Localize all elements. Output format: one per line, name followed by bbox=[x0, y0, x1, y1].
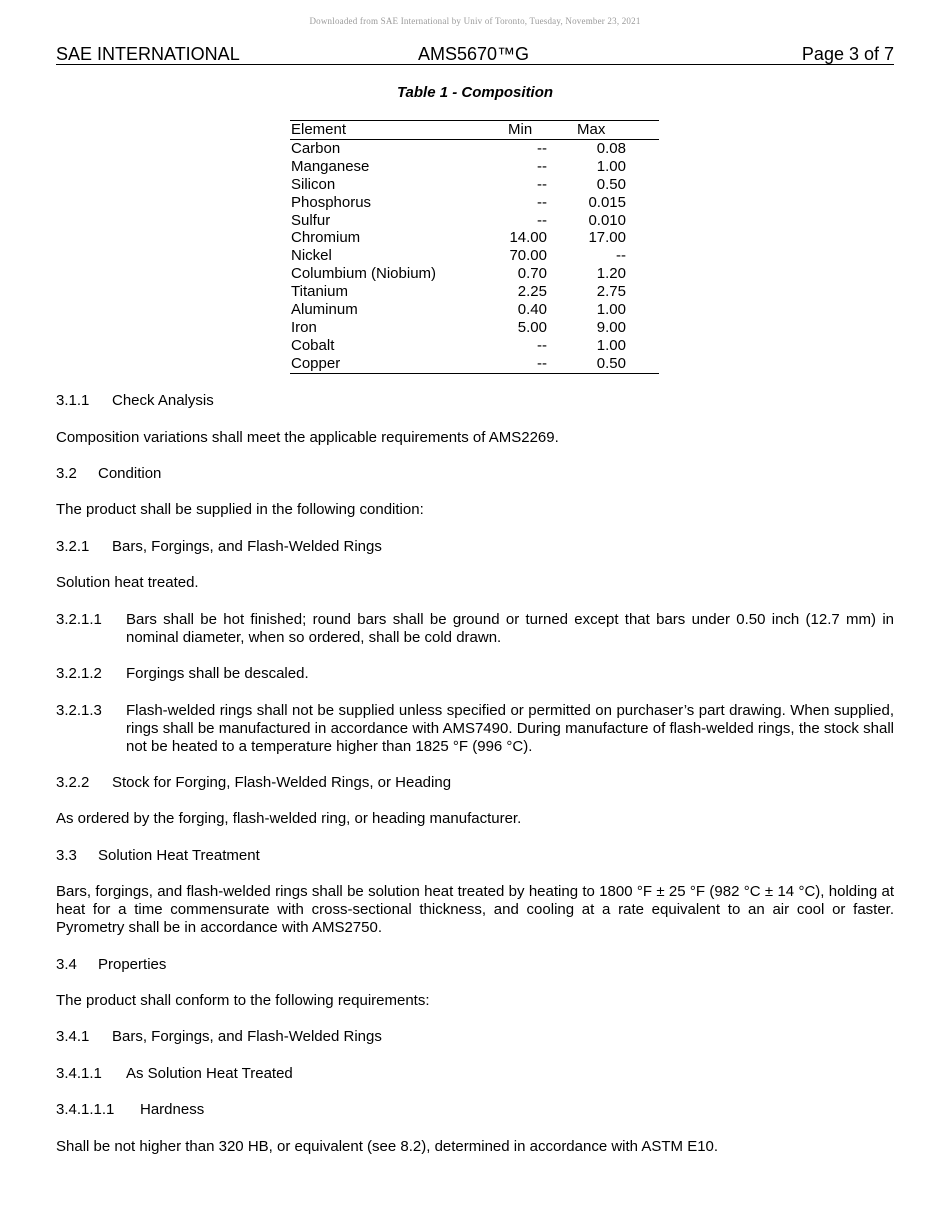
section-3-2-2-text: As ordered by the forging, flash-welded ring, or heading manufacturer. bbox=[56, 810, 522, 827]
section-3-2-text: The product shall be supplied in the following condition: bbox=[56, 501, 424, 518]
composition-table bbox=[290, 120, 659, 374]
cell-element: Titanium bbox=[291, 283, 348, 301]
section-text: Forgings shall be descaled. bbox=[126, 665, 309, 682]
cell-max: 1.00 bbox=[596, 157, 626, 175]
table-title: Table 1 - Composition bbox=[396, 84, 554, 101]
table-row bbox=[290, 158, 659, 176]
column-header-min: Min bbox=[508, 121, 533, 138]
cell-min: -- bbox=[537, 211, 547, 229]
section-3-2-1-heading bbox=[56, 538, 894, 556]
section-number: 3.1.1 bbox=[56, 392, 90, 409]
cell-max: 1.00 bbox=[596, 336, 626, 354]
section-number: 3.4.1.1 bbox=[56, 1065, 102, 1082]
section-3-2-1-2 bbox=[56, 665, 894, 683]
page-header bbox=[56, 44, 894, 65]
download-watermark: Downloaded from SAE International by Univ of Toronto, Tuesday, November 23, 2021 bbox=[309, 16, 641, 26]
table-row bbox=[290, 140, 659, 158]
section-3-4-1-1-heading bbox=[56, 1065, 894, 1083]
cell-element: Manganese bbox=[291, 157, 370, 175]
table-row bbox=[290, 247, 659, 265]
cell-max: 1.20 bbox=[596, 265, 626, 283]
section-3-1-1-heading bbox=[56, 392, 894, 410]
cell-min: 2.25 bbox=[517, 283, 547, 301]
cell-min: 0.40 bbox=[517, 301, 547, 319]
section-title: Bars, Forgings, and Flash-Welded Rings bbox=[112, 1028, 382, 1045]
section-3-4-1-1-1-heading bbox=[56, 1101, 894, 1119]
cell-min: 5.00 bbox=[517, 318, 547, 336]
cell-max: 0.50 bbox=[596, 175, 626, 193]
cell-min: -- bbox=[537, 193, 547, 211]
table-row bbox=[290, 283, 659, 301]
cell-min: -- bbox=[537, 175, 547, 193]
cell-element: Columbium (Niobium) bbox=[291, 265, 437, 283]
section-3-2-1-text: Solution heat treated. bbox=[56, 574, 199, 591]
cell-element: Phosphorus bbox=[291, 193, 372, 211]
table-row bbox=[290, 265, 659, 283]
section-title: Check Analysis bbox=[112, 392, 214, 409]
header-org: SAE INTERNATIONAL bbox=[56, 44, 240, 64]
column-header-element: Element bbox=[291, 121, 347, 138]
cell-max: 0.08 bbox=[596, 140, 626, 157]
cell-element: Aluminum bbox=[291, 301, 358, 319]
section-number: 3.2.1.2 bbox=[56, 665, 102, 682]
cell-element: Iron bbox=[291, 318, 317, 336]
cell-element: Chromium bbox=[291, 229, 361, 247]
section-title: Solution Heat Treatment bbox=[98, 847, 260, 864]
table-row bbox=[290, 229, 659, 247]
section-text: Bars shall be hot finished; round bars shall be ground or turned except that bars under 0.50 inch (12.7 mm) in nominal diameter, when so ordered, shall be cold drawn. bbox=[126, 611, 894, 646]
section-title: Condition bbox=[98, 465, 162, 482]
section-title: Properties bbox=[98, 956, 167, 973]
column-header-max: Max bbox=[577, 121, 606, 138]
cell-min: -- bbox=[537, 157, 547, 175]
header-page-number: Page 3 of 7 bbox=[801, 44, 894, 64]
cell-max: 17.00 bbox=[588, 229, 626, 247]
header-doc-number: AMS5670™G bbox=[418, 44, 530, 64]
table-header-row bbox=[290, 121, 659, 140]
section-3-3-text: Bars, forgings, and flash-welded rings shall be solution heat treated by heating to 1800 °F ± 25 °F (982 °C ± 14 °C), holding at heat for a time commensurate with cross-sectional thickness, and cooling at a rate equivalent to an air cool or faster. Pyrometry shall be in accordance with AMS2750. bbox=[56, 883, 894, 936]
section-3-2-heading bbox=[56, 465, 894, 483]
section-number: 3.2 bbox=[56, 465, 77, 482]
cell-max: 2.75 bbox=[596, 283, 626, 301]
cell-max: 0.015 bbox=[588, 193, 626, 211]
section-3-3-heading bbox=[56, 847, 894, 865]
cell-element: Copper bbox=[291, 354, 341, 372]
section-title: Stock for Forging, Flash-Welded Rings, or Heading bbox=[112, 774, 452, 791]
section-3-4-text: The product shall conform to the following requirements: bbox=[56, 992, 430, 1009]
cell-max: -- bbox=[616, 247, 626, 265]
cell-element: Carbon bbox=[291, 140, 341, 157]
cell-max: 9.00 bbox=[596, 318, 626, 336]
table-row bbox=[290, 194, 659, 212]
cell-element: Sulfur bbox=[291, 211, 331, 229]
section-number: 3.2.1.3 bbox=[56, 702, 102, 719]
cell-min: -- bbox=[537, 336, 547, 354]
section-number: 3.2.2 bbox=[56, 774, 90, 791]
section-3-1-1-text: Composition variations shall meet the applicable requirements of AMS2269. bbox=[56, 429, 559, 446]
section-3-2-1-3 bbox=[56, 702, 894, 756]
section-3-2-1-1 bbox=[56, 611, 894, 647]
section-title: Bars, Forgings, and Flash-Welded Rings bbox=[112, 538, 382, 555]
section-number: 3.2.1.1 bbox=[56, 611, 102, 628]
section-number: 3.4 bbox=[56, 956, 77, 973]
section-number: 3.3 bbox=[56, 847, 77, 864]
cell-element: Nickel bbox=[291, 247, 332, 265]
section-title: As Solution Heat Treated bbox=[126, 1065, 293, 1082]
cell-min: -- bbox=[537, 140, 547, 157]
cell-min: 14.00 bbox=[509, 229, 547, 247]
section-text: Flash-welded rings shall not be supplied unless specified or permitted on purchaser’s part drawing. When supplied, rings shall be manufactured in accordance with AMS7490. During manufacture of flash-welded rings, the stock shall not be heated to a temperature higher than 1825 °F (996 °C). bbox=[126, 702, 894, 755]
table-row bbox=[290, 301, 659, 319]
section-3-4-1-heading bbox=[56, 1028, 894, 1046]
section-number: 3.4.1 bbox=[56, 1028, 90, 1045]
table-row bbox=[290, 337, 659, 355]
cell-element: Cobalt bbox=[291, 336, 335, 354]
table-row bbox=[290, 176, 659, 194]
section-number: 3.4.1.1.1 bbox=[56, 1101, 115, 1118]
cell-min: 0.70 bbox=[517, 265, 547, 283]
cell-element: Silicon bbox=[291, 175, 336, 193]
section-3-4-heading bbox=[56, 956, 894, 974]
cell-max: 0.50 bbox=[596, 354, 626, 372]
section-3-4-1-1-1-text: Shall be not higher than 320 HB, or equivalent (see 8.2), determined in accordance with ASTM E10. bbox=[56, 1138, 719, 1155]
section-3-2-2-heading bbox=[56, 774, 894, 792]
section-title: Hardness bbox=[140, 1101, 205, 1118]
cell-max: 1.00 bbox=[596, 301, 626, 319]
cell-min: 70.00 bbox=[509, 247, 547, 265]
table-row bbox=[290, 319, 659, 337]
table-row bbox=[290, 212, 659, 230]
section-number: 3.2.1 bbox=[56, 538, 90, 555]
table-row bbox=[290, 355, 659, 373]
cell-max: 0.010 bbox=[588, 211, 626, 229]
cell-min: -- bbox=[537, 354, 547, 372]
